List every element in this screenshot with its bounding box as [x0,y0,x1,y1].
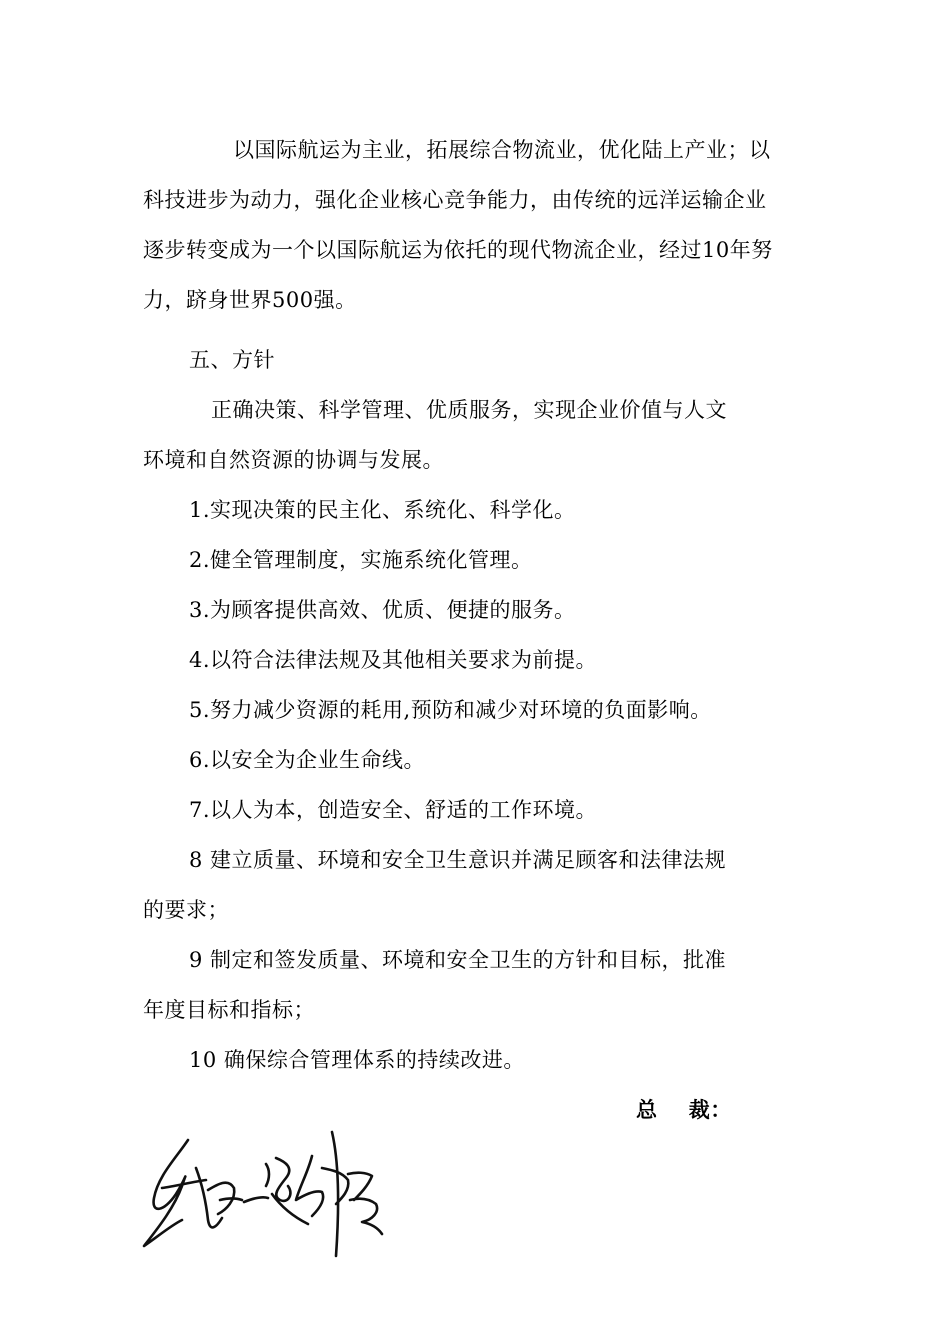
list-item-10: 10 确保综合管理体系的持续改进。 [189,1048,525,1072]
list-item-7: 7.以人为本，创造安全、舒适的工作环境。 [189,798,598,822]
paragraph-line-4: 力，跻身世界500强。 [143,288,357,312]
paragraph-line-3: 逐步转变成为一个以国际航运为依托的现代物流企业，经过10年努 [143,238,773,262]
list-item-8: 8 建立质量、环境和安全卫生意识并满足顾客和法律法规 [189,848,727,872]
list-item-2: 2.健全管理制度，实施系统化管理。 [189,548,533,572]
paragraph-line-2: 科技进步为动力，强化企业核心竞争能力，由传统的远洋运输企业 [143,188,767,212]
list-item-5: 5.努力减少资源的耗用,预防和减少对环境的负面影响。 [189,698,712,722]
handwritten-signature [136,1128,386,1260]
list-item-6: 6.以安全为企业生命线。 [189,748,426,772]
list-item-3: 3.为顾客提供高效、优质、便捷的服务。 [189,598,576,622]
section-heading: 五、方针 [189,348,275,372]
policy-line-2: 环境和自然资源的协调与发展。 [143,448,444,472]
paragraph-line-1: 以国际航运为主业，拓展综合物流业，优化陆上产业；以 [233,138,771,162]
list-item-4: 4.以符合法律法规及其他相关要求为前提。 [189,648,598,672]
list-item-9-continued: 年度目标和指标； [143,998,315,1022]
list-item-9: 9 制定和签发质量、环境和安全卫生的方针和目标，批准 [189,948,727,972]
signature-label: 总 裁： [636,1097,732,1122]
policy-line-1: 正确决策、科学管理、优质服务，实现企业价值与人文 [211,398,727,422]
list-item-8-continued: 的要求； [143,898,229,922]
list-item-1: 1.实现决策的民主化、系统化、科学化。 [189,498,576,522]
